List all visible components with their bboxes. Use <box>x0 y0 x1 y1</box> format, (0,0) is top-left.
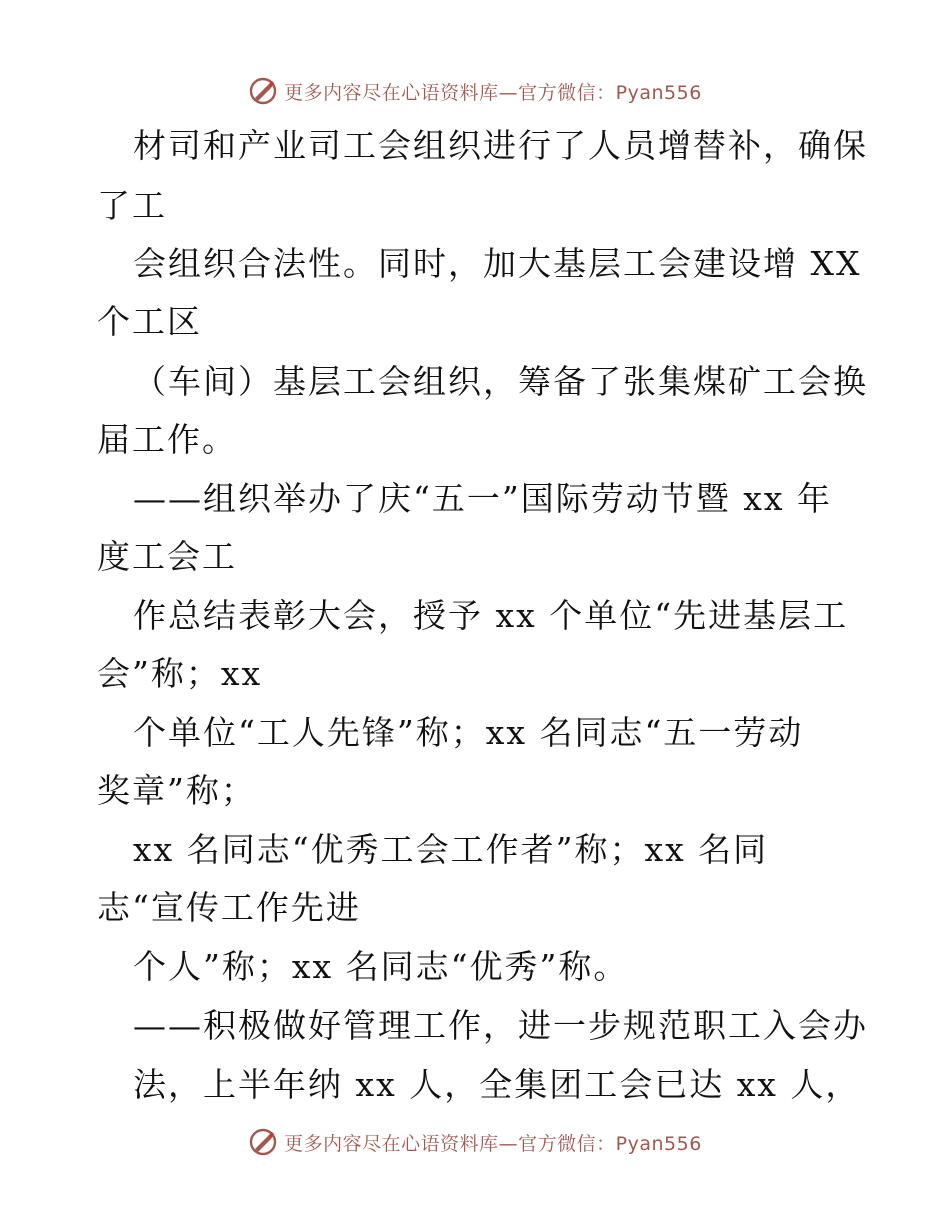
footer-watermark <box>0 1122 950 1162</box>
text-line: xx 名同志“优秀工会工作者”称；xx 名同 <box>133 830 769 869</box>
pen-logo-icon <box>248 1127 278 1157</box>
text-line: 个人”称；xx 名同志“优秀”称。 <box>133 947 629 986</box>
text-line: 度工会工 <box>97 537 237 576</box>
text-line: 了工 <box>97 186 167 225</box>
text-line: 届工作。 <box>97 420 237 459</box>
watermark-text: 更多内容尽在心语资料库—官方微信：Pyan556 <box>284 1132 702 1155</box>
text-line: 法，上半年纳 xx 人，全集团工会已达 xx 人， <box>133 1065 861 1104</box>
text-line: 会”称；xx <box>97 654 263 693</box>
header-watermark <box>0 71 950 111</box>
text-line: 奖章”称； <box>97 771 256 810</box>
text-line: ——组织举办了庆“五一”国际劳动节暨 xx 年 <box>133 479 832 518</box>
text-line: 会组织合法性。同时，加大基层工会建设增 XX <box>133 244 862 283</box>
text-line: 作总结表彰大会，授予 xx 个单位“先进基层工 <box>133 596 849 635</box>
watermark-text: 更多内容尽在心语资料库—官方微信：Pyan556 <box>284 81 702 104</box>
pen-logo-icon <box>248 76 278 106</box>
text-line: （车间）基层工会组织，筹备了张集煤矿工会换 <box>133 362 868 401</box>
text-line: 个工区 <box>97 302 202 341</box>
text-line: 志“宣传工作先进 <box>97 888 361 927</box>
text-line: 个单位“工人先锋”称；xx 名同志“五一劳动 <box>133 713 804 752</box>
text-line: ——积极做好管理工作，进一步规范职工入会办 <box>133 1006 868 1045</box>
text-line: 材司和产业司工会组织进行了人员增替补，确保 <box>133 126 868 165</box>
